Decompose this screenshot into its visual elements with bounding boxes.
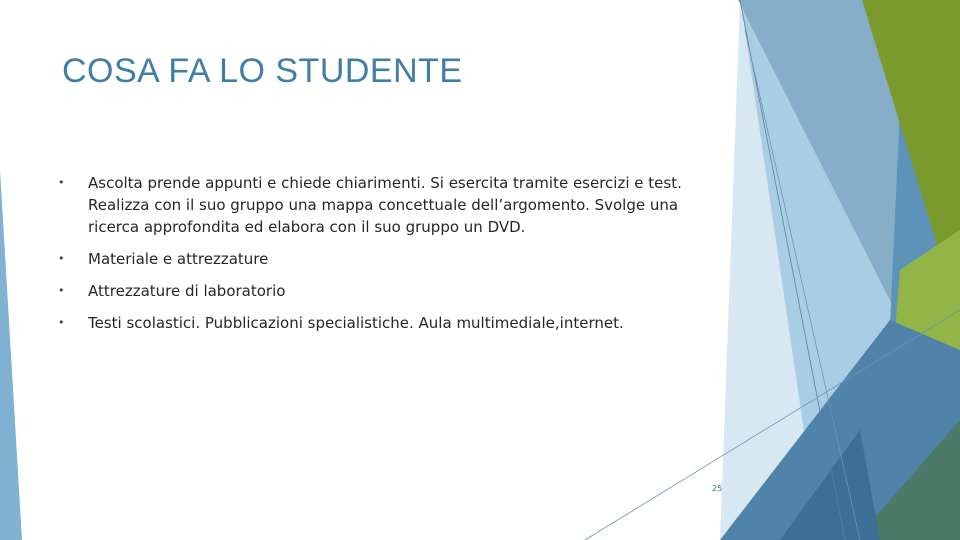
bullet-text: Testi scolastici. Pubblicazioni specialistiche. Aula multimediale,internet.: [88, 314, 624, 332]
bullet-text: Ascolta prende appunti e chiede chiarimenti. Si esercita tramite esercizi e test. Realizza con il suo gruppo una mappa concettuale dell’argomento. Svolge una ricerca approfondita ed elabora con il suo gruppo un DVD.: [88, 174, 682, 236]
bullet-dot: •: [58, 176, 65, 189]
bullet-text: Materiale e attrezzature: [88, 250, 269, 268]
bullet-dot: •: [58, 316, 65, 329]
slide-number: 25: [712, 484, 723, 493]
bullet-item: [58, 172, 708, 238]
left-edge-shape: [0, 170, 22, 540]
bullet-dot: •: [58, 252, 65, 265]
slide-title: COSA FA LO STUDENTE: [62, 52, 463, 90]
bullet-item: [58, 312, 708, 334]
bullet-item: [58, 280, 708, 302]
bullet-list: [58, 172, 708, 344]
bullet-dot: •: [58, 284, 65, 297]
bullet-text: Attrezzature di laboratorio: [88, 282, 286, 300]
bullet-item: [58, 248, 708, 270]
